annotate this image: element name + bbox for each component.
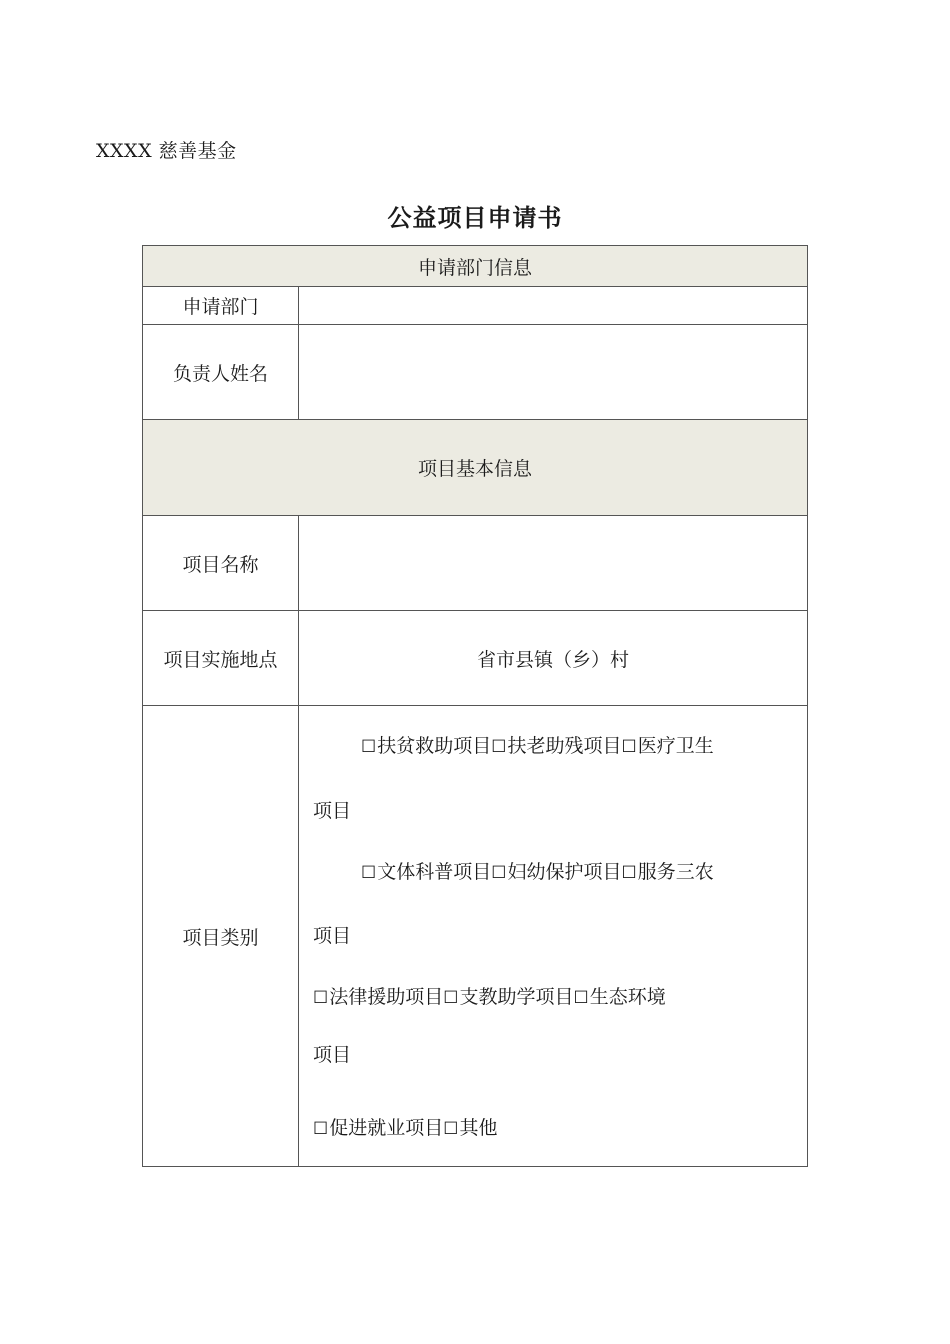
row-project-name bbox=[143, 516, 808, 611]
section-heading-project: 项目基本信息 bbox=[143, 420, 808, 516]
category-option-women-children[interactable]: ☐妇幼保护项目 bbox=[491, 861, 622, 883]
checkbox-icon[interactable]: ☐ bbox=[313, 1119, 329, 1139]
department-field[interactable] bbox=[299, 287, 808, 325]
checkbox-icon[interactable]: ☐ bbox=[313, 988, 329, 1008]
category-wrap-3: 项目 bbox=[313, 1044, 352, 1066]
department-label: 申请部门 bbox=[143, 287, 299, 325]
category-wrap-1: 项目 bbox=[313, 800, 352, 822]
checkbox-icon[interactable]: ☐ bbox=[621, 863, 637, 883]
application-form-table bbox=[142, 245, 808, 1167]
checkbox-icon[interactable]: ☐ bbox=[443, 1119, 459, 1139]
category-option-other[interactable]: ☐其他 bbox=[443, 1117, 498, 1139]
section-header-project bbox=[143, 420, 808, 516]
category-option-education-support[interactable]: ☐支教助学项目 bbox=[443, 986, 574, 1008]
category-option-poverty-relief[interactable]: ☐扶贫救助项目 bbox=[361, 735, 492, 757]
section-heading-applicant: 申请部门信息 bbox=[143, 246, 808, 287]
row-project-location bbox=[143, 611, 808, 706]
checkbox-icon[interactable]: ☐ bbox=[491, 863, 507, 883]
category-option-elderly-disabled[interactable]: ☐扶老助残项目 bbox=[491, 735, 622, 757]
project-location-field[interactable]: 省市县镇（乡）村 bbox=[299, 611, 808, 706]
category-wrap-2: 项目 bbox=[313, 925, 352, 947]
category-line-2 bbox=[361, 857, 714, 884]
checkbox-icon[interactable]: ☐ bbox=[621, 737, 637, 757]
project-name-label: 项目名称 bbox=[143, 516, 299, 611]
category-option-culture-science[interactable]: ☐文体科普项目 bbox=[361, 861, 492, 883]
category-line-3 bbox=[313, 982, 666, 1009]
category-option-medical-health[interactable]: ☐医疗卫生 bbox=[621, 735, 714, 757]
page-title: 公益项目申请书 bbox=[387, 204, 563, 232]
project-name-field[interactable] bbox=[299, 516, 808, 611]
checkbox-icon[interactable]: ☐ bbox=[361, 737, 377, 757]
category-line-1 bbox=[361, 731, 714, 758]
project-category-options bbox=[299, 706, 808, 1167]
checkbox-icon[interactable]: ☐ bbox=[443, 988, 459, 1008]
leader-name-field[interactable] bbox=[299, 325, 808, 420]
section-header-applicant bbox=[143, 246, 808, 287]
row-leader bbox=[143, 325, 808, 420]
category-option-employment[interactable]: ☐促进就业项目 bbox=[313, 1117, 444, 1139]
category-option-legal-aid[interactable]: ☐法律援助项目 bbox=[313, 986, 444, 1008]
organization-name: XXXX 慈善基金 bbox=[96, 140, 237, 162]
checkbox-icon[interactable]: ☐ bbox=[573, 988, 589, 1008]
row-project-category bbox=[143, 706, 808, 1167]
row-department bbox=[143, 287, 808, 325]
category-option-rural-service[interactable]: ☐服务三农 bbox=[621, 861, 714, 883]
category-option-ecology[interactable]: ☐生态环境 bbox=[573, 986, 666, 1008]
category-line-4 bbox=[313, 1113, 498, 1140]
project-category-label: 项目类别 bbox=[143, 706, 299, 1167]
checkbox-icon[interactable]: ☐ bbox=[491, 737, 507, 757]
leader-name-label: 负责人姓名 bbox=[143, 325, 299, 420]
project-location-label: 项目实施地点 bbox=[143, 611, 299, 706]
checkbox-icon[interactable]: ☐ bbox=[361, 863, 377, 883]
